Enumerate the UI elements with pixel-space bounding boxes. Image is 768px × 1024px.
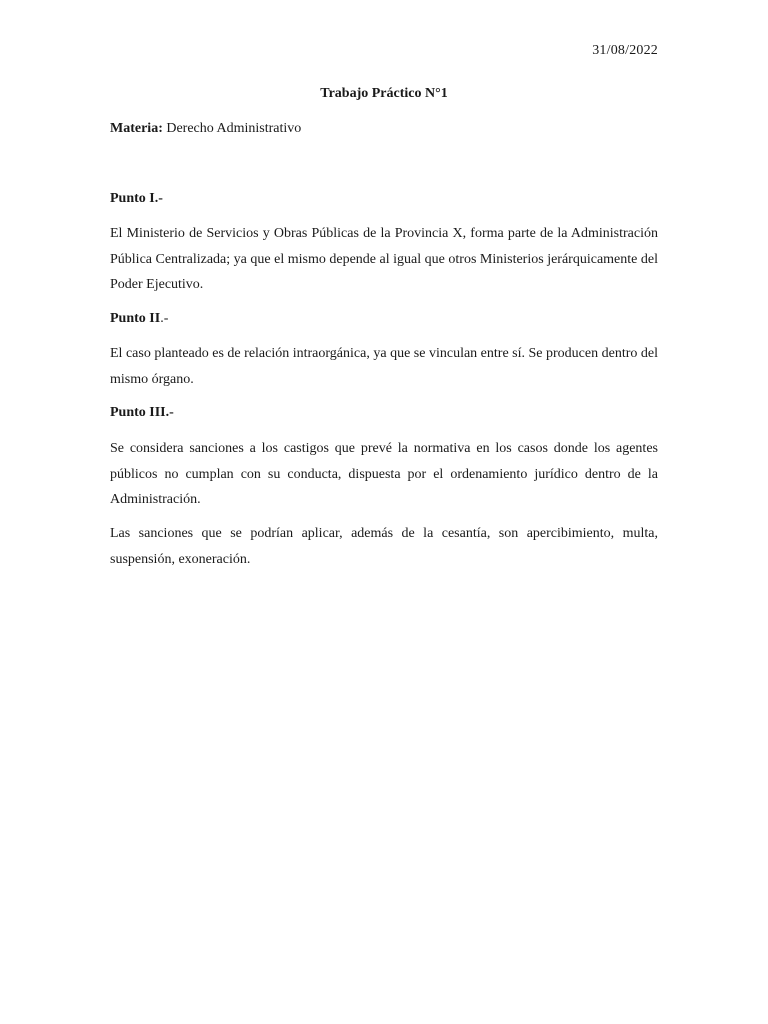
- section-2-paragraph: El caso planteado es de relación intraorgánica, ya que se vinculan entre sí. Se producen dentro del mismo órgano.: [110, 346, 658, 387]
- section-heading-punto-1: Punto I.-: [110, 191, 163, 206]
- section-heading-punto-2-text: Punto II: [110, 311, 161, 326]
- section-3-paragraph-1: Se considera sanciones a los castigos que prevé la normativa en los casos donde los agentes públicos no cumplan con su conducta, dispuesta por el ordenamiento jurídico dentro de la Administración.: [110, 441, 658, 507]
- document-title: Trabajo Práctico N°1: [320, 86, 448, 101]
- document-date: 31/08/2022: [592, 43, 658, 58]
- subject-line: [110, 121, 301, 137]
- section-1-paragraph: El Ministerio de Servicios y Obras Públicas de la Provincia X, forma parte de la Administración Pública Centralizada; ya que el mismo depende al igual que otros Ministerios jerárquicamente del Poder Ejecutivo.: [110, 226, 658, 292]
- section-heading-punto-3: Punto III.-: [110, 405, 174, 420]
- section-heading-punto-2-suffix: .-: [160, 311, 169, 326]
- section-3-paragraph-2: Las sanciones que se podrían aplicar, además de la cesantía, son apercibimiento, multa, suspensión, exoneración.: [110, 526, 658, 567]
- section-heading-punto-2: [110, 311, 168, 327]
- subject-value: Derecho Administrativo: [166, 121, 302, 136]
- subject-label: Materia:: [110, 121, 163, 136]
